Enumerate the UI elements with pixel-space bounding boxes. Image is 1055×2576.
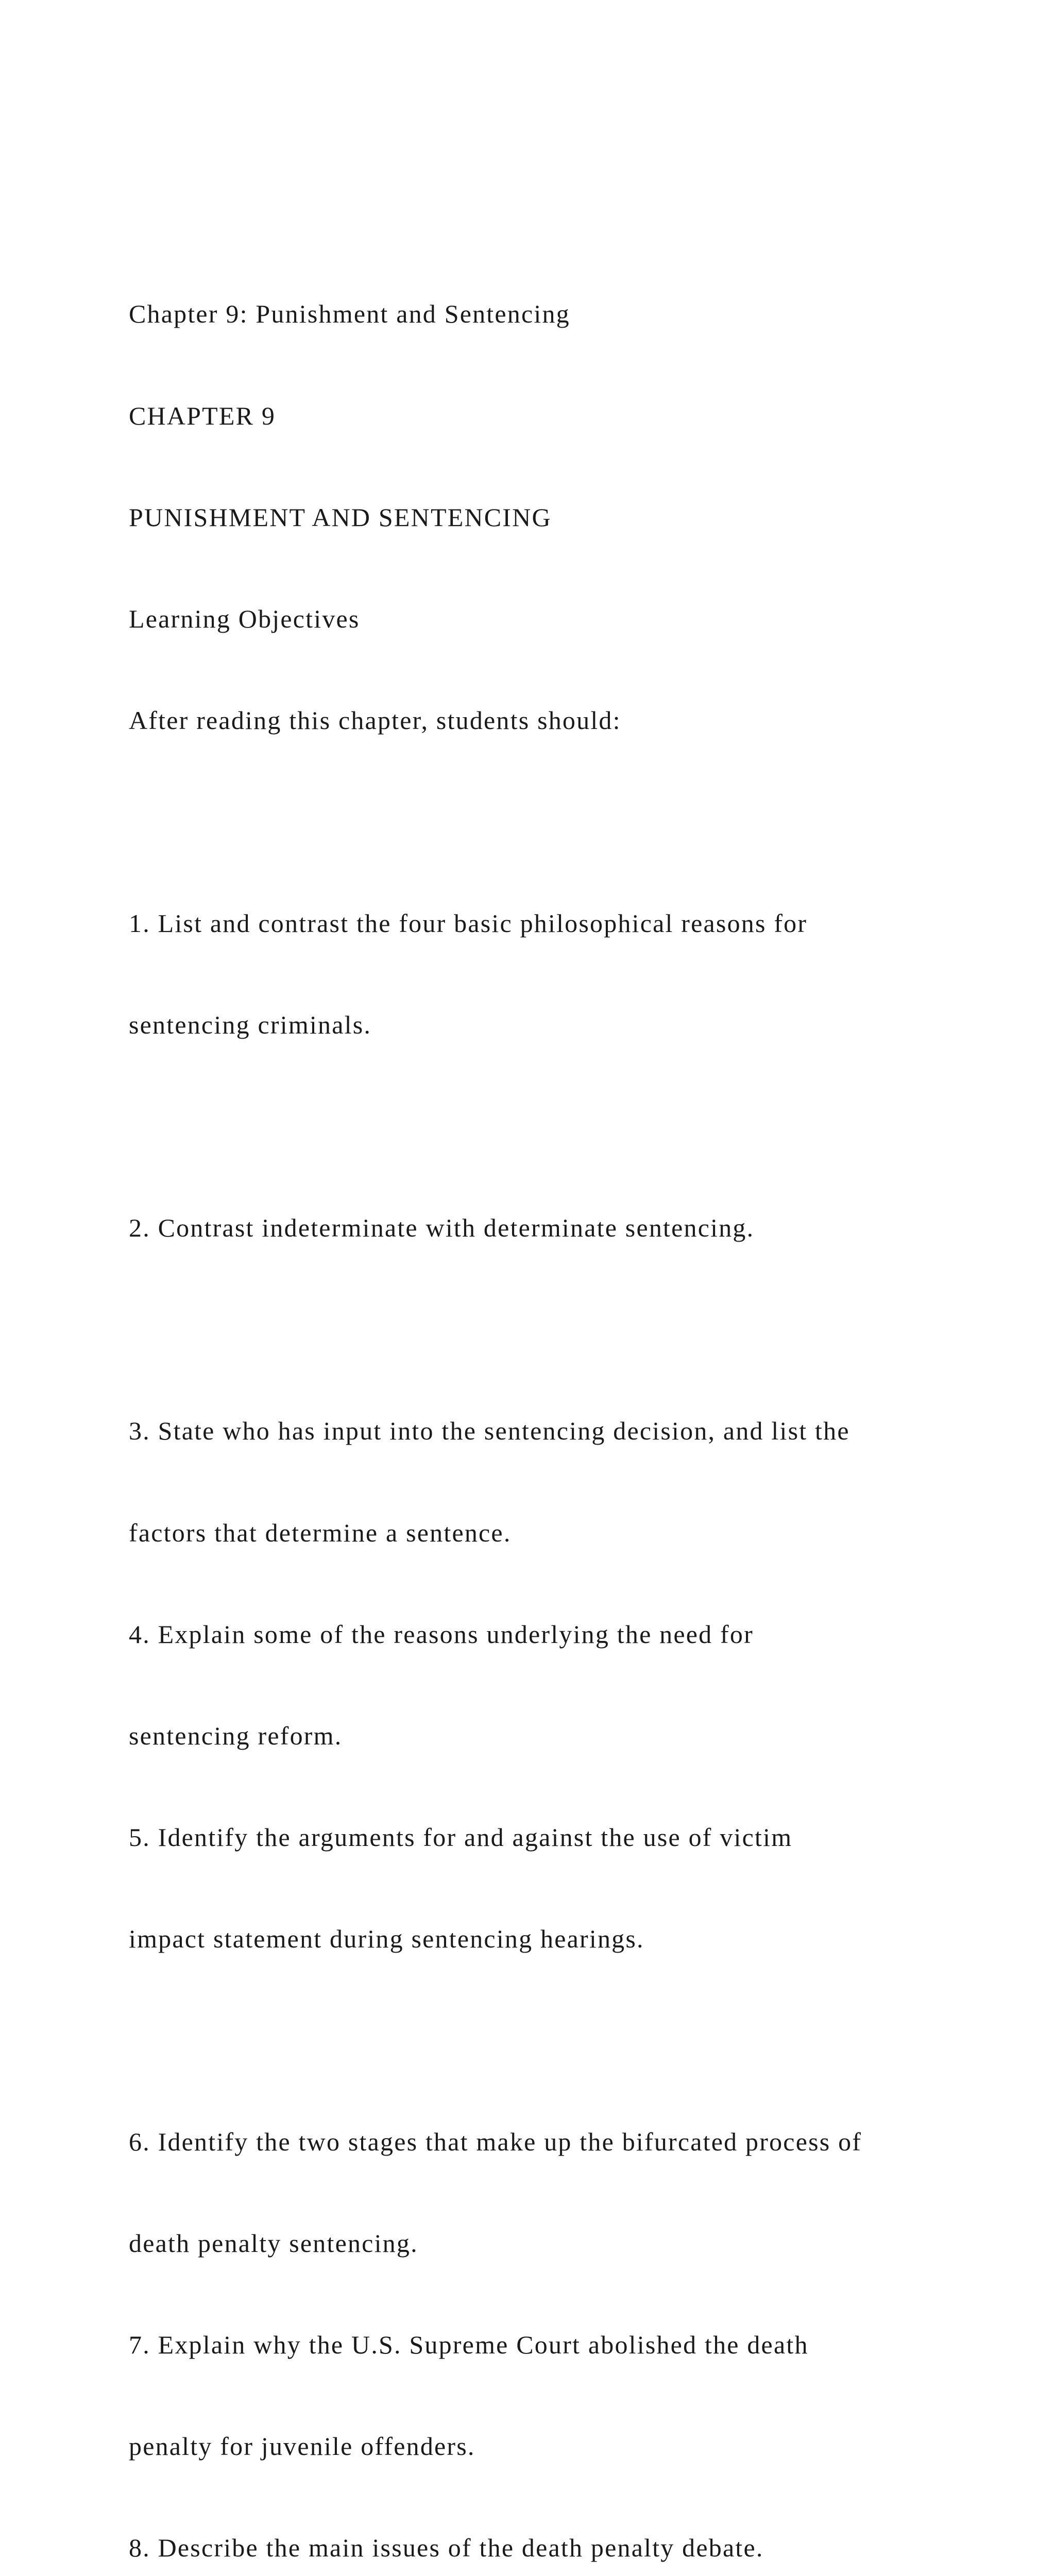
objective-7-line-1: 7. Explain why the U.S. Supreme Court abolished the death (129, 2330, 809, 2360)
objective-8: 8. Describe the main issues of the death penalty debate. (129, 2533, 764, 2563)
chapter-number-heading: CHAPTER 9 (129, 401, 276, 430)
objective-7-line-2: penalty for juvenile offenders. (129, 2432, 475, 2461)
objective-6-line-1: 6. Identify the two stages that make up the bifurcated process of (129, 2127, 862, 2157)
document-body (129, 230, 974, 2576)
blank-line (129, 805, 974, 839)
blank-line (129, 1313, 974, 1347)
chapter-name-heading: PUNISHMENT AND SENTENCING (129, 502, 552, 532)
objective-2: 2. Contrast indeterminate with determinate sentencing. (129, 1213, 755, 1243)
blank-line (129, 1110, 974, 1144)
chapter-title: Chapter 9: Punishment and Sentencing (129, 299, 570, 329)
objectives-intro: After reading this chapter, students should: (129, 705, 621, 735)
objective-6-line-2: death penalty sentencing. (129, 2229, 418, 2258)
objective-4-line-1: 4. Explain some of the reasons underlying the need for (129, 1619, 754, 1649)
objective-5-line-2: impact statement during sentencing hearings. (129, 1924, 644, 1953)
objective-1-line-2: sentencing criminals. (129, 1010, 372, 1040)
blank-line (129, 2024, 974, 2058)
objective-4-line-2: sentencing reform. (129, 1721, 343, 1750)
objective-1-line-1: 1. List and contrast the four basic philosophical reasons for (129, 908, 808, 938)
learning-objectives-heading: Learning Objectives (129, 604, 360, 633)
objective-5-line-1: 5. Identify the arguments for and against the use of victim (129, 1822, 793, 1852)
objective-3-line-2: factors that determine a sentence. (129, 1518, 512, 1547)
objective-3-line-1: 3. State who has input into the sentencing decision, and list the (129, 1416, 850, 1446)
